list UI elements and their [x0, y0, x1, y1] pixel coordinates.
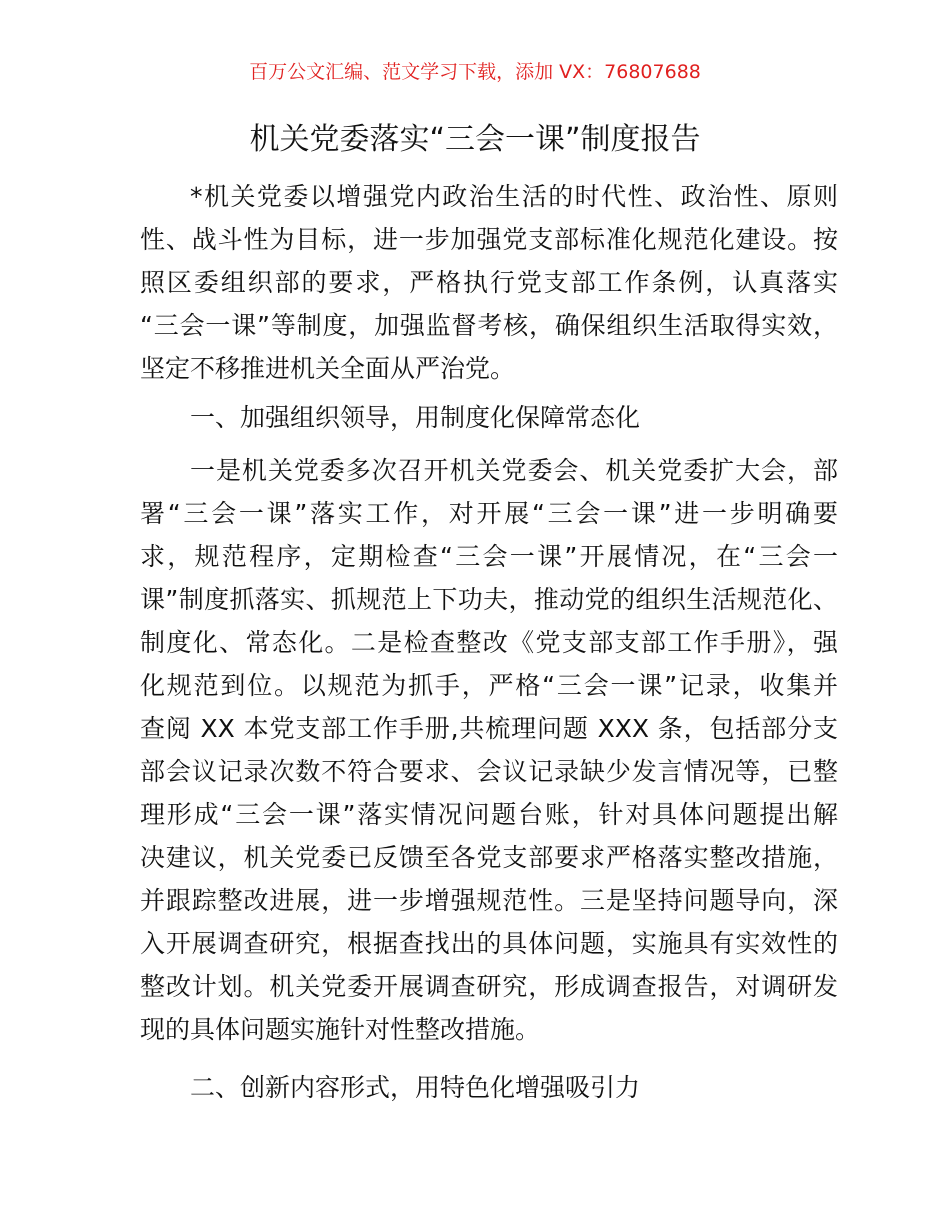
text-line: 照区委组织部的要求，严格执行党支部工作条例，认真落实: [140, 268, 838, 297]
text-line: 课”制度抓落实、抓规范上下功夫，推动党的组织生活规范化、: [140, 585, 838, 614]
text-line: 决建议，机关党委已反馈至各党支部要求严格落实整改措施，: [140, 843, 838, 872]
text-line: 查阅 XX 本党支部工作手册,共梳理问题 XXX 条，包括部分支: [140, 714, 838, 743]
document-title: 机关党委落实“三会一课”制度报告: [249, 122, 701, 157]
text-line: 整改计划。机关党委开展调查研究，形成调查报告，对调研发: [140, 972, 838, 1001]
heading-text: 一、加强组织领导，用制度化保障常态化: [190, 403, 641, 432]
text-line: 署“三会一课”落实工作，对开展“三会一课”进一步明确要: [140, 499, 838, 528]
text-line: 理形成“三会一课”落实情况问题台账，针对具体问题提出解: [140, 800, 838, 829]
watermark-header: 百万公文汇编、范文学习下载，添加 VX：76807688: [249, 61, 701, 83]
text-line: 并跟踪整改进展，进一步增强规范性。三是坚持问题导向，深: [140, 886, 838, 915]
text-line: *机关党委以增强党内政治生活的时代性、政治性、原则: [190, 182, 838, 211]
text-line: 性、战斗性为目标，进一步加强党支部标准化规范化建设。按: [140, 225, 838, 254]
text-line: 坚定不移推进机关全面从严治党。: [140, 354, 516, 383]
text-line: 部会议记录次数不符合要求、会议记录缺少发言情况等，已整: [140, 757, 838, 786]
text-line: 入开展调查研究，根据查找出的具体问题，实施具有实效性的: [140, 929, 838, 958]
section-heading-2: [140, 1066, 838, 1109]
section-heading-1: [140, 396, 838, 439]
text-line: 求，规范程序，定期检查“三会一课”开展情况，在“三会一: [140, 542, 838, 571]
paragraph-section-1: [140, 449, 838, 1051]
text-line: 化规范到位。以规范为抓手，严格“三会一课”记录，收集并: [140, 671, 838, 700]
text-line: 一是机关党委多次召开机关党委会、机关党委扩大会，部: [190, 456, 838, 485]
text-line: 制度化、常态化。二是检查整改《党支部支部工作手册》，强: [140, 628, 838, 657]
paragraph-intro: [140, 175, 838, 390]
text-line: “三会一课”等制度，加强监督考核，确保组织生活取得实效，: [140, 311, 838, 340]
text-line: 现的具体问题实施针对性整改措施。: [140, 1015, 541, 1044]
heading-text: 二、创新内容形式，用特色化增强吸引力: [190, 1073, 641, 1102]
